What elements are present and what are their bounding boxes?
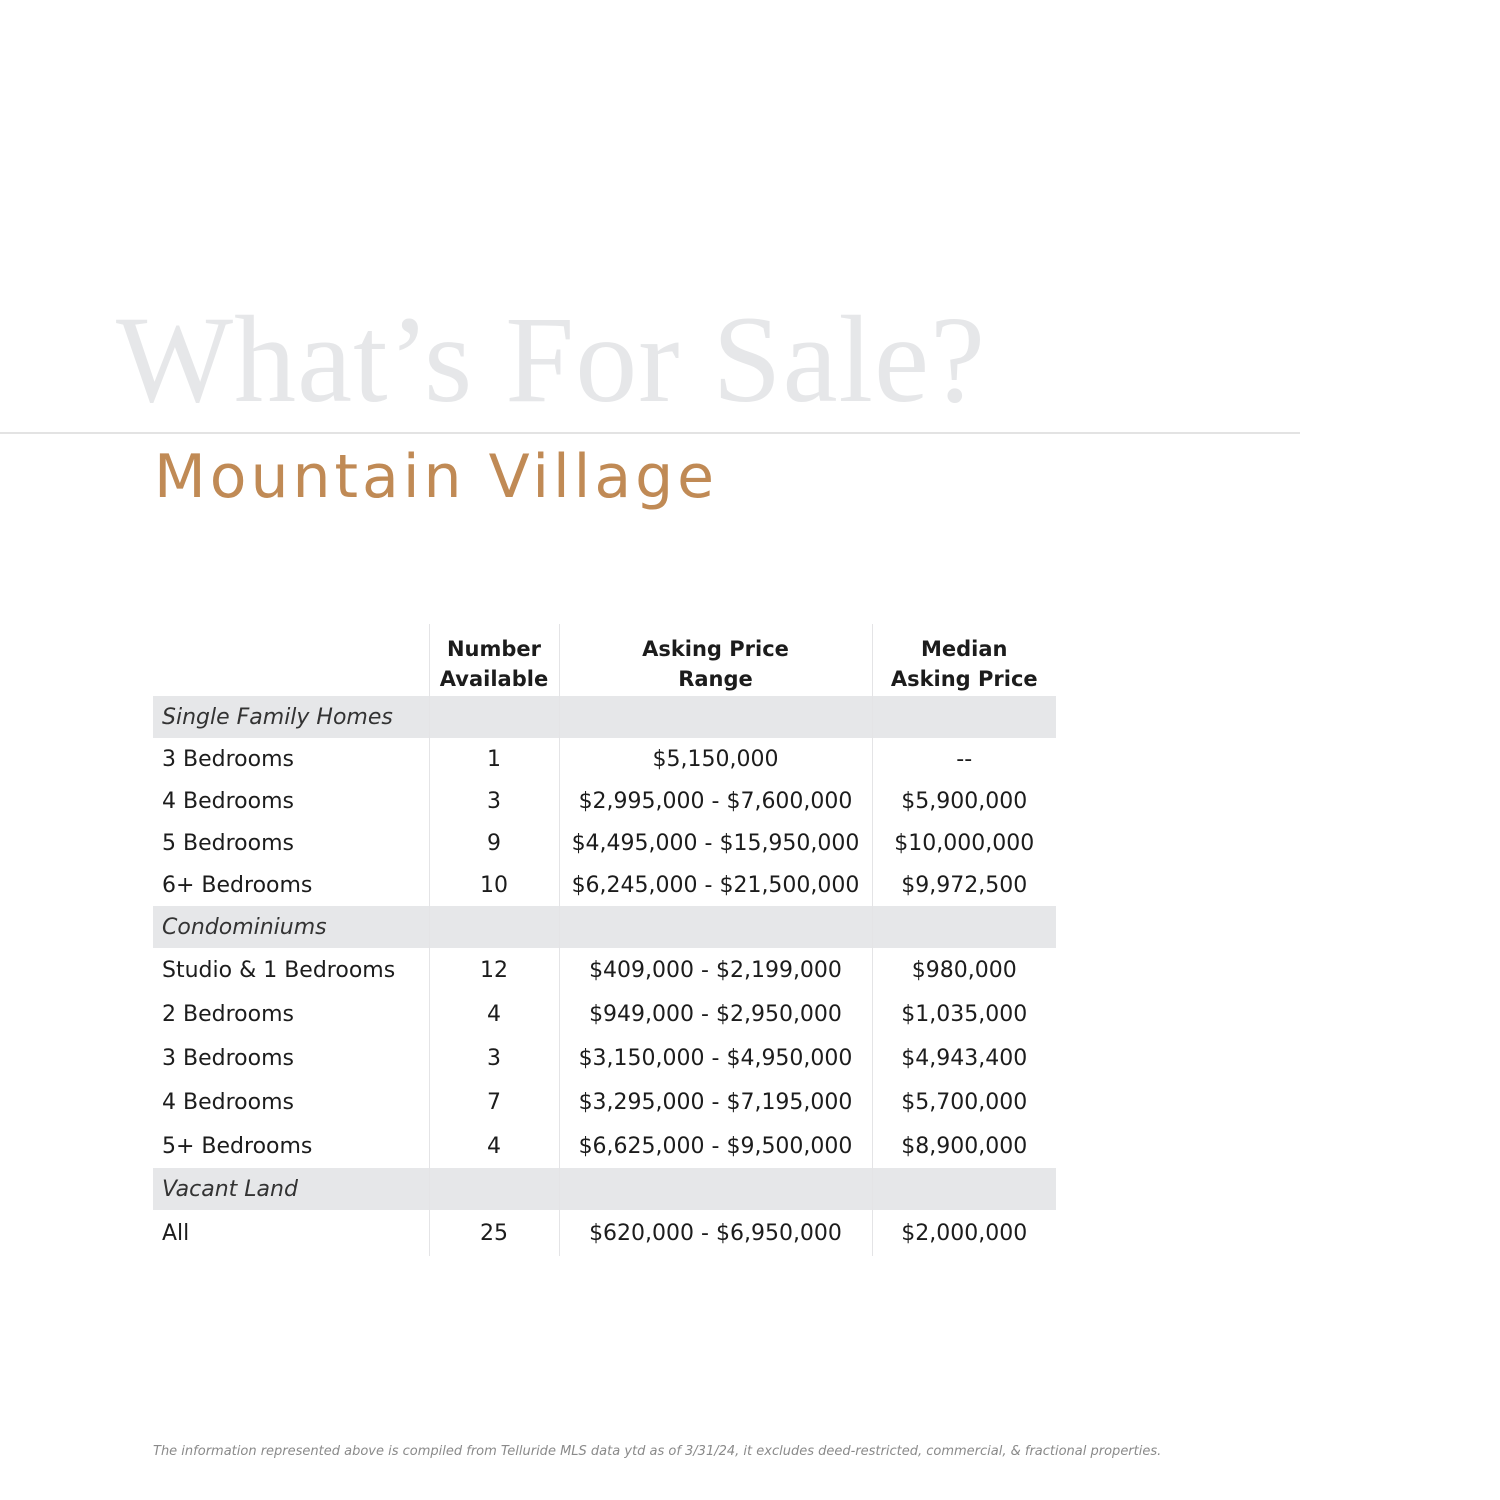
header-number-available bbox=[429, 624, 559, 696]
category-label: Condominiums bbox=[153, 906, 429, 948]
category-label: Single Family Homes bbox=[153, 696, 429, 738]
table-row bbox=[153, 992, 1056, 1036]
median-price-cell: $10,000,000 bbox=[872, 822, 1056, 864]
table-row bbox=[153, 738, 1056, 780]
header-property-type bbox=[153, 624, 429, 696]
header-range-line2: Range bbox=[678, 667, 753, 691]
page-subtitle: Mountain Village bbox=[154, 442, 719, 512]
number-available-cell: 9 bbox=[429, 822, 559, 864]
category-blank-cell bbox=[872, 906, 1056, 948]
property-type-cell: 4 Bedrooms bbox=[162, 1089, 294, 1115]
property-type-cell: 5+ Bedrooms bbox=[162, 1133, 313, 1159]
table-row bbox=[153, 948, 1056, 992]
median-price-cell: $5,700,000 bbox=[872, 1080, 1056, 1124]
table-row bbox=[153, 1080, 1056, 1124]
median-price-cell: $2,000,000 bbox=[872, 1210, 1056, 1256]
property-type-cell: All bbox=[162, 1220, 190, 1246]
price-range-cell: $4,495,000 - $15,950,000 bbox=[559, 822, 872, 864]
median-price-cell: $8,900,000 bbox=[872, 1124, 1056, 1168]
header-number-line1: Number bbox=[446, 637, 542, 661]
header-asking-price-range bbox=[559, 624, 872, 696]
headline-divider bbox=[0, 432, 1300, 434]
price-range-cell: $3,150,000 - $4,950,000 bbox=[559, 1036, 872, 1080]
header-median-line2: Asking Price bbox=[890, 667, 1038, 691]
number-available-cell: 3 bbox=[429, 780, 559, 822]
property-type-cell: 4 Bedrooms bbox=[162, 788, 294, 814]
property-type-cell: 2 Bedrooms bbox=[162, 1001, 294, 1027]
price-range-cell: $6,625,000 - $9,500,000 bbox=[559, 1124, 872, 1168]
median-price-cell: $5,900,000 bbox=[872, 780, 1056, 822]
price-range-cell: $2,995,000 - $7,600,000 bbox=[559, 780, 872, 822]
table-row bbox=[153, 1210, 1056, 1256]
header-median-asking-price bbox=[872, 624, 1056, 696]
category-blank-cell bbox=[429, 696, 559, 738]
category-blank-cell bbox=[872, 696, 1056, 738]
for-sale-table bbox=[153, 624, 1056, 1256]
number-available-cell: 4 bbox=[429, 992, 559, 1036]
number-available-cell: 12 bbox=[429, 948, 559, 992]
header-range-line1: Asking Price bbox=[642, 637, 789, 661]
page-headline: What’s For Sale? bbox=[116, 291, 987, 428]
category-blank-cell bbox=[559, 906, 872, 948]
category-blank-cell bbox=[872, 1168, 1056, 1210]
header-median-line1: Median bbox=[921, 637, 1008, 661]
number-available-cell: 25 bbox=[429, 1210, 559, 1256]
median-price-cell: $9,972,500 bbox=[872, 864, 1056, 906]
header-number-line2: Available bbox=[439, 667, 549, 691]
category-blank-cell bbox=[429, 1168, 559, 1210]
median-price-cell: $1,035,000 bbox=[872, 992, 1056, 1036]
property-type-cell: 6+ Bedrooms bbox=[162, 872, 313, 898]
number-available-cell: 4 bbox=[429, 1124, 559, 1168]
source-footnote: The information represented above is compiled from Telluride MLS data ytd as of 3/31/24, it excludes deed-restricted, commercial, & fractional properties. bbox=[153, 1444, 1162, 1459]
property-type-cell: 3 Bedrooms bbox=[162, 746, 294, 772]
property-type-cell: 5 Bedrooms bbox=[162, 830, 294, 856]
table-row bbox=[153, 780, 1056, 822]
price-range-cell: $620,000 - $6,950,000 bbox=[559, 1210, 872, 1256]
number-available-cell: 1 bbox=[429, 738, 559, 780]
number-available-cell: 7 bbox=[429, 1080, 559, 1124]
category-row-single-family bbox=[153, 696, 1056, 738]
price-range-cell: $409,000 - $2,199,000 bbox=[559, 948, 872, 992]
table-row bbox=[153, 822, 1056, 864]
price-range-cell: $5,150,000 bbox=[559, 738, 872, 780]
category-row-condominiums bbox=[153, 906, 1056, 948]
median-price-cell: $4,943,400 bbox=[872, 1036, 1056, 1080]
table-row bbox=[153, 1124, 1056, 1168]
category-label: Vacant Land bbox=[153, 1168, 429, 1210]
table-row bbox=[153, 1036, 1056, 1080]
category-blank-cell bbox=[429, 906, 559, 948]
table-row bbox=[153, 864, 1056, 906]
table-header-row bbox=[153, 624, 1056, 696]
number-available-cell: 3 bbox=[429, 1036, 559, 1080]
price-range-cell: $6,245,000 - $21,500,000 bbox=[559, 864, 872, 906]
price-range-cell: $949,000 - $2,950,000 bbox=[559, 992, 872, 1036]
category-row-vacant-land bbox=[153, 1168, 1056, 1210]
number-available-cell: 10 bbox=[429, 864, 559, 906]
price-range-cell: $3,295,000 - $7,195,000 bbox=[559, 1080, 872, 1124]
category-blank-cell bbox=[559, 1168, 872, 1210]
property-type-cell: 3 Bedrooms bbox=[162, 1045, 294, 1071]
median-price-cell: $980,000 bbox=[872, 948, 1056, 992]
property-type-cell: Studio & 1 Bedrooms bbox=[162, 957, 396, 983]
category-blank-cell bbox=[559, 696, 872, 738]
median-price-cell: -- bbox=[872, 738, 1056, 780]
